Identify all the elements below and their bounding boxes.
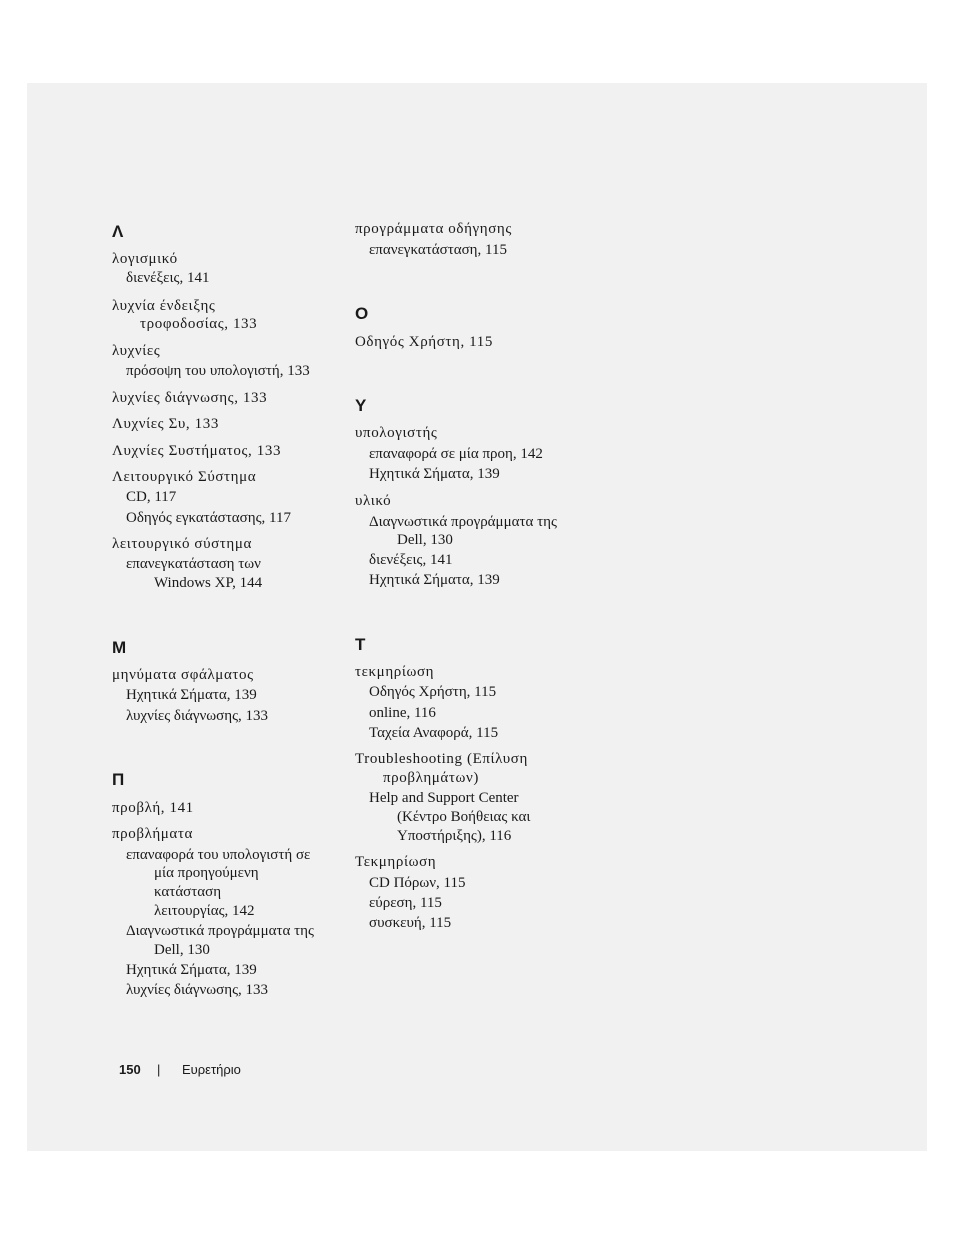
- index-entry: λειτουργικό σύστημα: [112, 536, 252, 552]
- index-entry: λογισμικό: [112, 251, 178, 267]
- index-letter-heading: Τ: [355, 635, 366, 654]
- index-entry: υπολογιστής: [355, 425, 438, 441]
- index-letter-heading: Μ: [112, 638, 127, 657]
- index-entry: λυχνίες διάγνωσης, 133: [126, 708, 269, 724]
- index-entry: Οδηγός Χρήστη, 115: [369, 684, 497, 700]
- index-entry: επαναφορά σε μία προη, 142: [369, 446, 543, 462]
- index-entry: Ηχητικά Σήματα, 139: [369, 466, 500, 482]
- index-entry: Λυχνίες Συ, 133: [112, 416, 219, 432]
- index-entry: Τεκμηρίωση: [355, 854, 437, 870]
- index-entry: προβλή, 141: [112, 800, 194, 816]
- index-entry: προβλημάτων): [383, 770, 479, 786]
- index-entry: Λειτουργικό Σύστημα: [112, 469, 257, 485]
- index-entry: Υποστήριξης), 116: [397, 828, 512, 844]
- index-entry: λειτουργίας, 142: [154, 903, 255, 919]
- index-entry: λυχνίες διάγνωσης, 133: [126, 982, 269, 998]
- index-entry: επαναφορά του υπολογιστή σε: [126, 847, 311, 863]
- index-entry: κατάσταση: [154, 884, 222, 900]
- index-entry: επανεγκατάσταση, 115: [369, 242, 507, 258]
- index-entry: προβλήματα: [112, 826, 193, 842]
- index-entry: Ηχητικά Σήματα, 139: [369, 572, 500, 588]
- index-entry: τεκμηρίωση: [355, 664, 435, 680]
- index-entry: προγράμματα οδήγησης: [355, 221, 512, 237]
- index-letter-heading: Υ: [355, 396, 367, 415]
- index-entry: Λυχνίες Συστήματος, 133: [112, 443, 282, 459]
- index-entry: Διαγνωστικά προγράμματα της: [369, 514, 557, 530]
- index-entry: Help and Support Center: [369, 790, 519, 806]
- index-letter-heading: Ο: [355, 304, 369, 323]
- index-entry: λυχνίες: [112, 343, 161, 359]
- index-letter-heading: Λ: [112, 222, 124, 241]
- index-entry: CD, 117: [126, 489, 177, 505]
- index-entry: επανεγκατάσταση των: [126, 556, 261, 572]
- index-entry: υλικό: [355, 493, 392, 509]
- index-entry: συσκευή, 115: [369, 915, 452, 931]
- index-entry: διενέξεις, 141: [126, 270, 210, 286]
- index-entry: Οδηγός εγκατάστασης, 117: [126, 510, 291, 526]
- page-number: 150: [119, 1062, 141, 1077]
- index-entry: (Κέντρο Βοήθειας και: [397, 809, 531, 825]
- index-entry: Dell, 130: [154, 942, 210, 958]
- index-entry: μηνύματα σφάλματος: [112, 667, 254, 683]
- index-entry: μία προηγούμενη: [154, 865, 259, 881]
- index-entry: Ταχεία Αναφορά, 115: [369, 725, 499, 741]
- footer-section-title: Ευρετήριο: [182, 1062, 241, 1077]
- index-entry: online, 116: [369, 705, 436, 721]
- index-entry: τροφοδοσίας, 133: [140, 316, 258, 332]
- index-entry: διενέξεις, 141: [369, 552, 453, 568]
- index-entry: εύρεση, 115: [369, 895, 442, 911]
- index-entry: Οδηγός Χρήστη, 115: [355, 334, 493, 350]
- index-entry: λυχνίες διάγνωσης, 133: [112, 390, 268, 406]
- index-entry: Dell, 130: [397, 532, 453, 548]
- index-entry: Windows XP, 144: [154, 575, 263, 591]
- index-letter-heading: Π: [112, 770, 125, 789]
- index-entry: λυχνία ένδειξης: [112, 298, 216, 314]
- index-entry: CD Πόρων, 115: [369, 875, 466, 891]
- index-entry: Διαγνωστικά προγράμματα της: [126, 923, 314, 939]
- index-entry: πρόσοψη του υπολογιστή, 133: [126, 363, 310, 379]
- index-entry: Ηχητικά Σήματα, 139: [126, 962, 257, 978]
- index-entry: Troubleshooting (Επίλυση: [355, 751, 528, 767]
- index-entry: Ηχητικά Σήματα, 139: [126, 687, 257, 703]
- footer-separator: |: [157, 1062, 161, 1077]
